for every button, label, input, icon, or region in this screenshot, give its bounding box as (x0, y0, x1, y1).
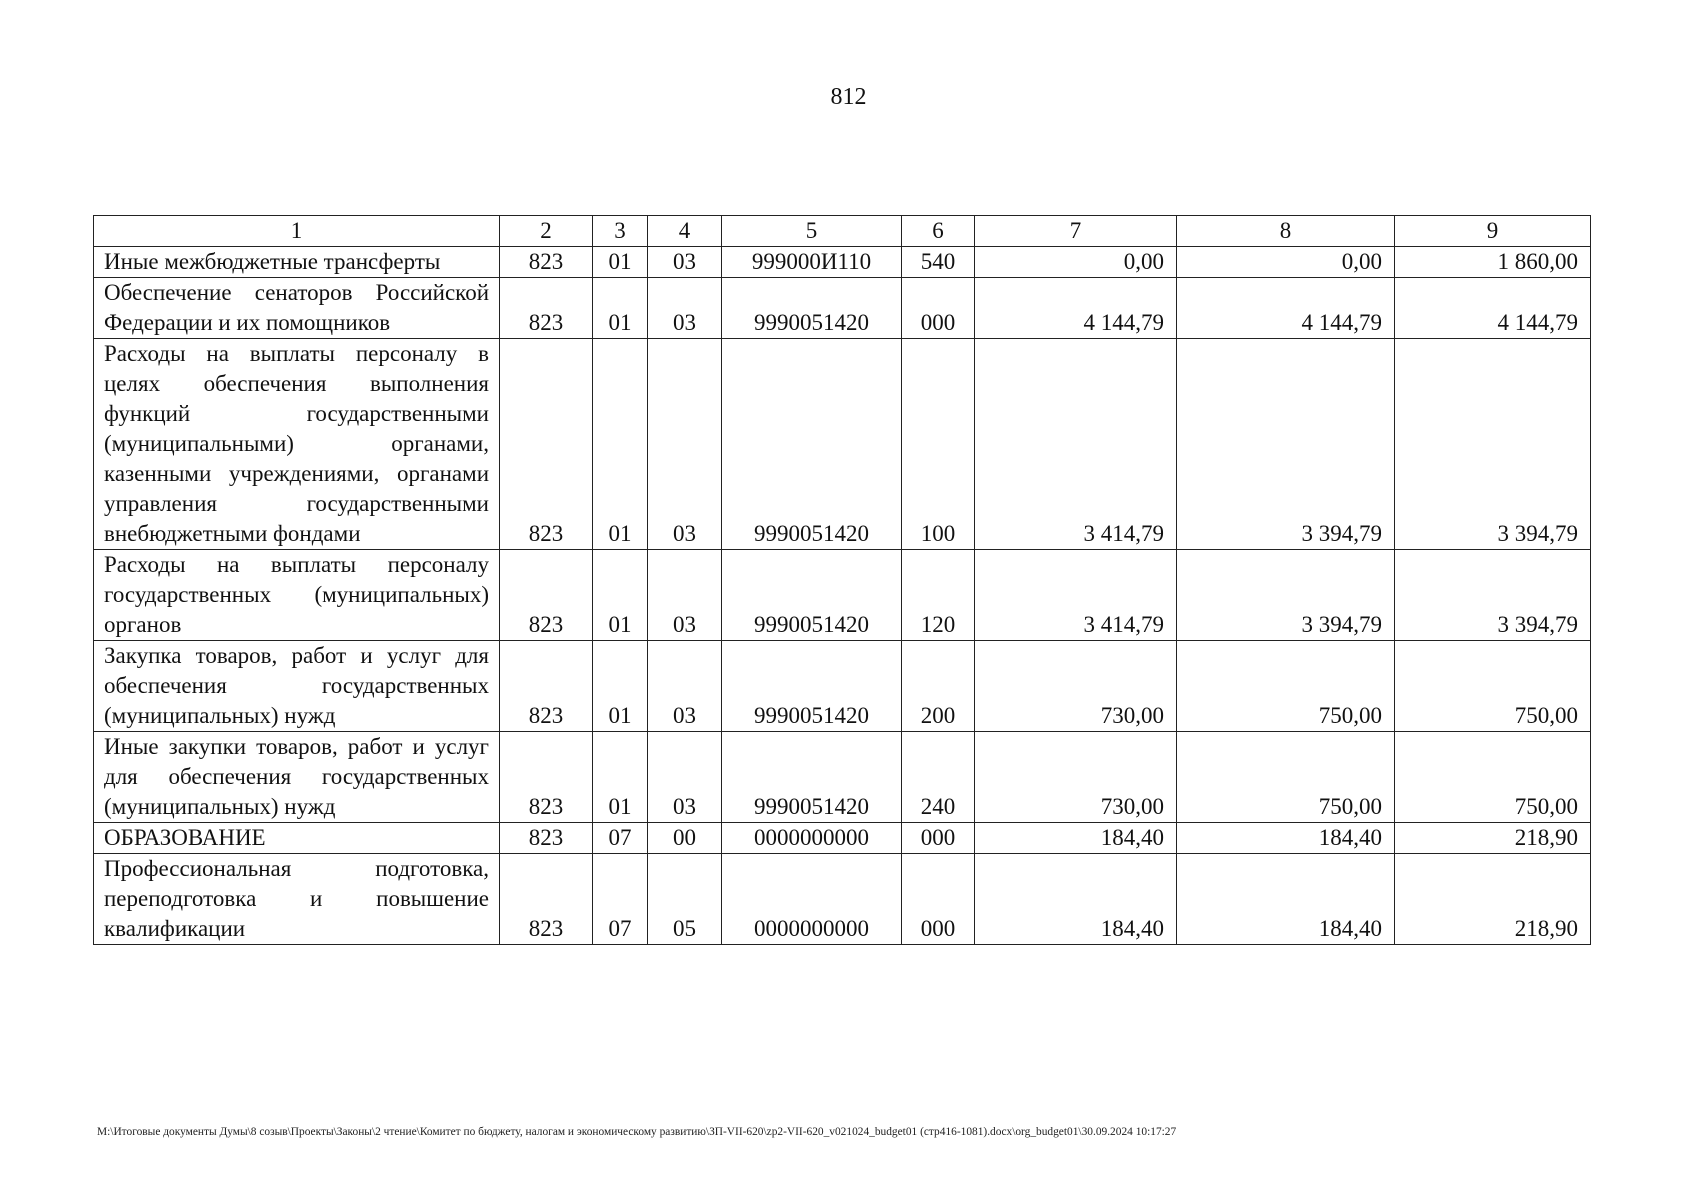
cell-col5: 9990051420 (722, 339, 902, 550)
cell-col2: 823 (500, 247, 593, 278)
cell-col6: 000 (902, 823, 975, 854)
cell-col9: 3 394,79 (1395, 550, 1591, 641)
cell-col7: 184,40 (975, 823, 1177, 854)
cell-col7: 3 414,79 (975, 339, 1177, 550)
column-header: 3 (593, 216, 648, 247)
cell-col2: 823 (500, 823, 593, 854)
cell-col3: 01 (593, 247, 648, 278)
cell-col5: 9990051420 (722, 550, 902, 641)
cell-col9: 1 860,00 (1395, 247, 1591, 278)
cell-col8: 3 394,79 (1177, 550, 1395, 641)
cell-col9: 750,00 (1395, 732, 1591, 823)
cell-col6: 100 (902, 339, 975, 550)
cell-col7: 0,00 (975, 247, 1177, 278)
cell-col4: 05 (648, 854, 722, 945)
cell-col9: 4 144,79 (1395, 278, 1591, 339)
cell-col3: 07 (593, 854, 648, 945)
cell-col2: 823 (500, 278, 593, 339)
cell-col6: 000 (902, 854, 975, 945)
cell-col8: 3 394,79 (1177, 339, 1395, 550)
cell-col7: 4 144,79 (975, 278, 1177, 339)
cell-col7: 730,00 (975, 641, 1177, 732)
cell-col2: 823 (500, 339, 593, 550)
row-name: Обеспечение сенаторов Российской Федерации и их помощников (94, 278, 500, 339)
cell-col5: 0000000000 (722, 854, 902, 945)
cell-col4: 00 (648, 823, 722, 854)
cell-col4: 03 (648, 278, 722, 339)
cell-col7: 184,40 (975, 854, 1177, 945)
cell-col8: 184,40 (1177, 854, 1395, 945)
cell-col8: 4 144,79 (1177, 278, 1395, 339)
cell-col6: 120 (902, 550, 975, 641)
table-row (94, 823, 1591, 854)
cell-col3: 07 (593, 823, 648, 854)
column-header: 1 (94, 216, 500, 247)
row-name: Расходы на выплаты персоналу в целях обеспечения выполнения функций государственными (муниципальными) органами, казенными учреждениями, органами управления государственными внебюджетными фондами (94, 339, 500, 550)
column-header: 5 (722, 216, 902, 247)
cell-col8: 750,00 (1177, 641, 1395, 732)
cell-col9: 218,90 (1395, 823, 1591, 854)
table-row (94, 550, 1591, 641)
table-row (94, 278, 1591, 339)
column-header: 6 (902, 216, 975, 247)
row-name: Закупка товаров, работ и услуг для обеспечения государственных (муниципальных) нужд (94, 641, 500, 732)
document-file-path-footer: М:\Итоговые документы Думы\8 созыв\Проекты\Законы\2 чтение\Комитет по бюджету, налогам и экономическому развитию\ЗП-VII-620\zp2-VII-620_v021024_budget01 (стр416-1081).docx\org_budget01\30.09.2024 10:17:27 (97, 1126, 1177, 1138)
cell-col8: 184,40 (1177, 823, 1395, 854)
table-row (94, 854, 1591, 945)
cell-col5: 9990051420 (722, 278, 902, 339)
cell-col6: 000 (902, 278, 975, 339)
cell-col5: 0000000000 (722, 823, 902, 854)
cell-col2: 823 (500, 854, 593, 945)
cell-col7: 730,00 (975, 732, 1177, 823)
column-header: 2 (500, 216, 593, 247)
cell-col8: 750,00 (1177, 732, 1395, 823)
cell-col3: 01 (593, 339, 648, 550)
table-row (94, 732, 1591, 823)
cell-col3: 01 (593, 278, 648, 339)
row-name: Расходы на выплаты персоналу государственных (муниципальных) органов (94, 550, 500, 641)
row-name: Профессиональная подготовка, переподготовка и повышение квалификации (94, 854, 500, 945)
cell-col2: 823 (500, 550, 593, 641)
cell-col5: 9990051420 (722, 641, 902, 732)
cell-col7: 3 414,79 (975, 550, 1177, 641)
cell-col4: 03 (648, 641, 722, 732)
cell-col4: 03 (648, 732, 722, 823)
budget-table-container (93, 215, 1591, 945)
table-row (94, 339, 1591, 550)
cell-col6: 200 (902, 641, 975, 732)
column-header: 9 (1395, 216, 1591, 247)
cell-col3: 01 (593, 732, 648, 823)
row-name: Иные закупки товаров, работ и услуг для обеспечения государственных (муниципальных) нужд (94, 732, 500, 823)
cell-col2: 823 (500, 732, 593, 823)
cell-col3: 01 (593, 641, 648, 732)
table-header-row (94, 216, 1591, 247)
column-header: 4 (648, 216, 722, 247)
cell-col6: 540 (902, 247, 975, 278)
cell-col9: 3 394,79 (1395, 339, 1591, 550)
cell-col4: 03 (648, 550, 722, 641)
cell-col5: 999000И110 (722, 247, 902, 278)
row-name: Иные межбюджетные трансферты (94, 247, 500, 278)
table-row (94, 247, 1591, 278)
cell-col4: 03 (648, 339, 722, 550)
cell-col8: 0,00 (1177, 247, 1395, 278)
column-header: 7 (975, 216, 1177, 247)
column-header: 8 (1177, 216, 1395, 247)
cell-col9: 750,00 (1395, 641, 1591, 732)
row-name: ОБРАЗОВАНИЕ (94, 823, 500, 854)
budget-table (93, 215, 1591, 945)
cell-col6: 240 (902, 732, 975, 823)
cell-col5: 9990051420 (722, 732, 902, 823)
cell-col4: 03 (648, 247, 722, 278)
page-number: 812 (830, 84, 867, 110)
cell-col3: 01 (593, 550, 648, 641)
table-row (94, 641, 1591, 732)
cell-col9: 218,90 (1395, 854, 1591, 945)
cell-col2: 823 (500, 641, 593, 732)
